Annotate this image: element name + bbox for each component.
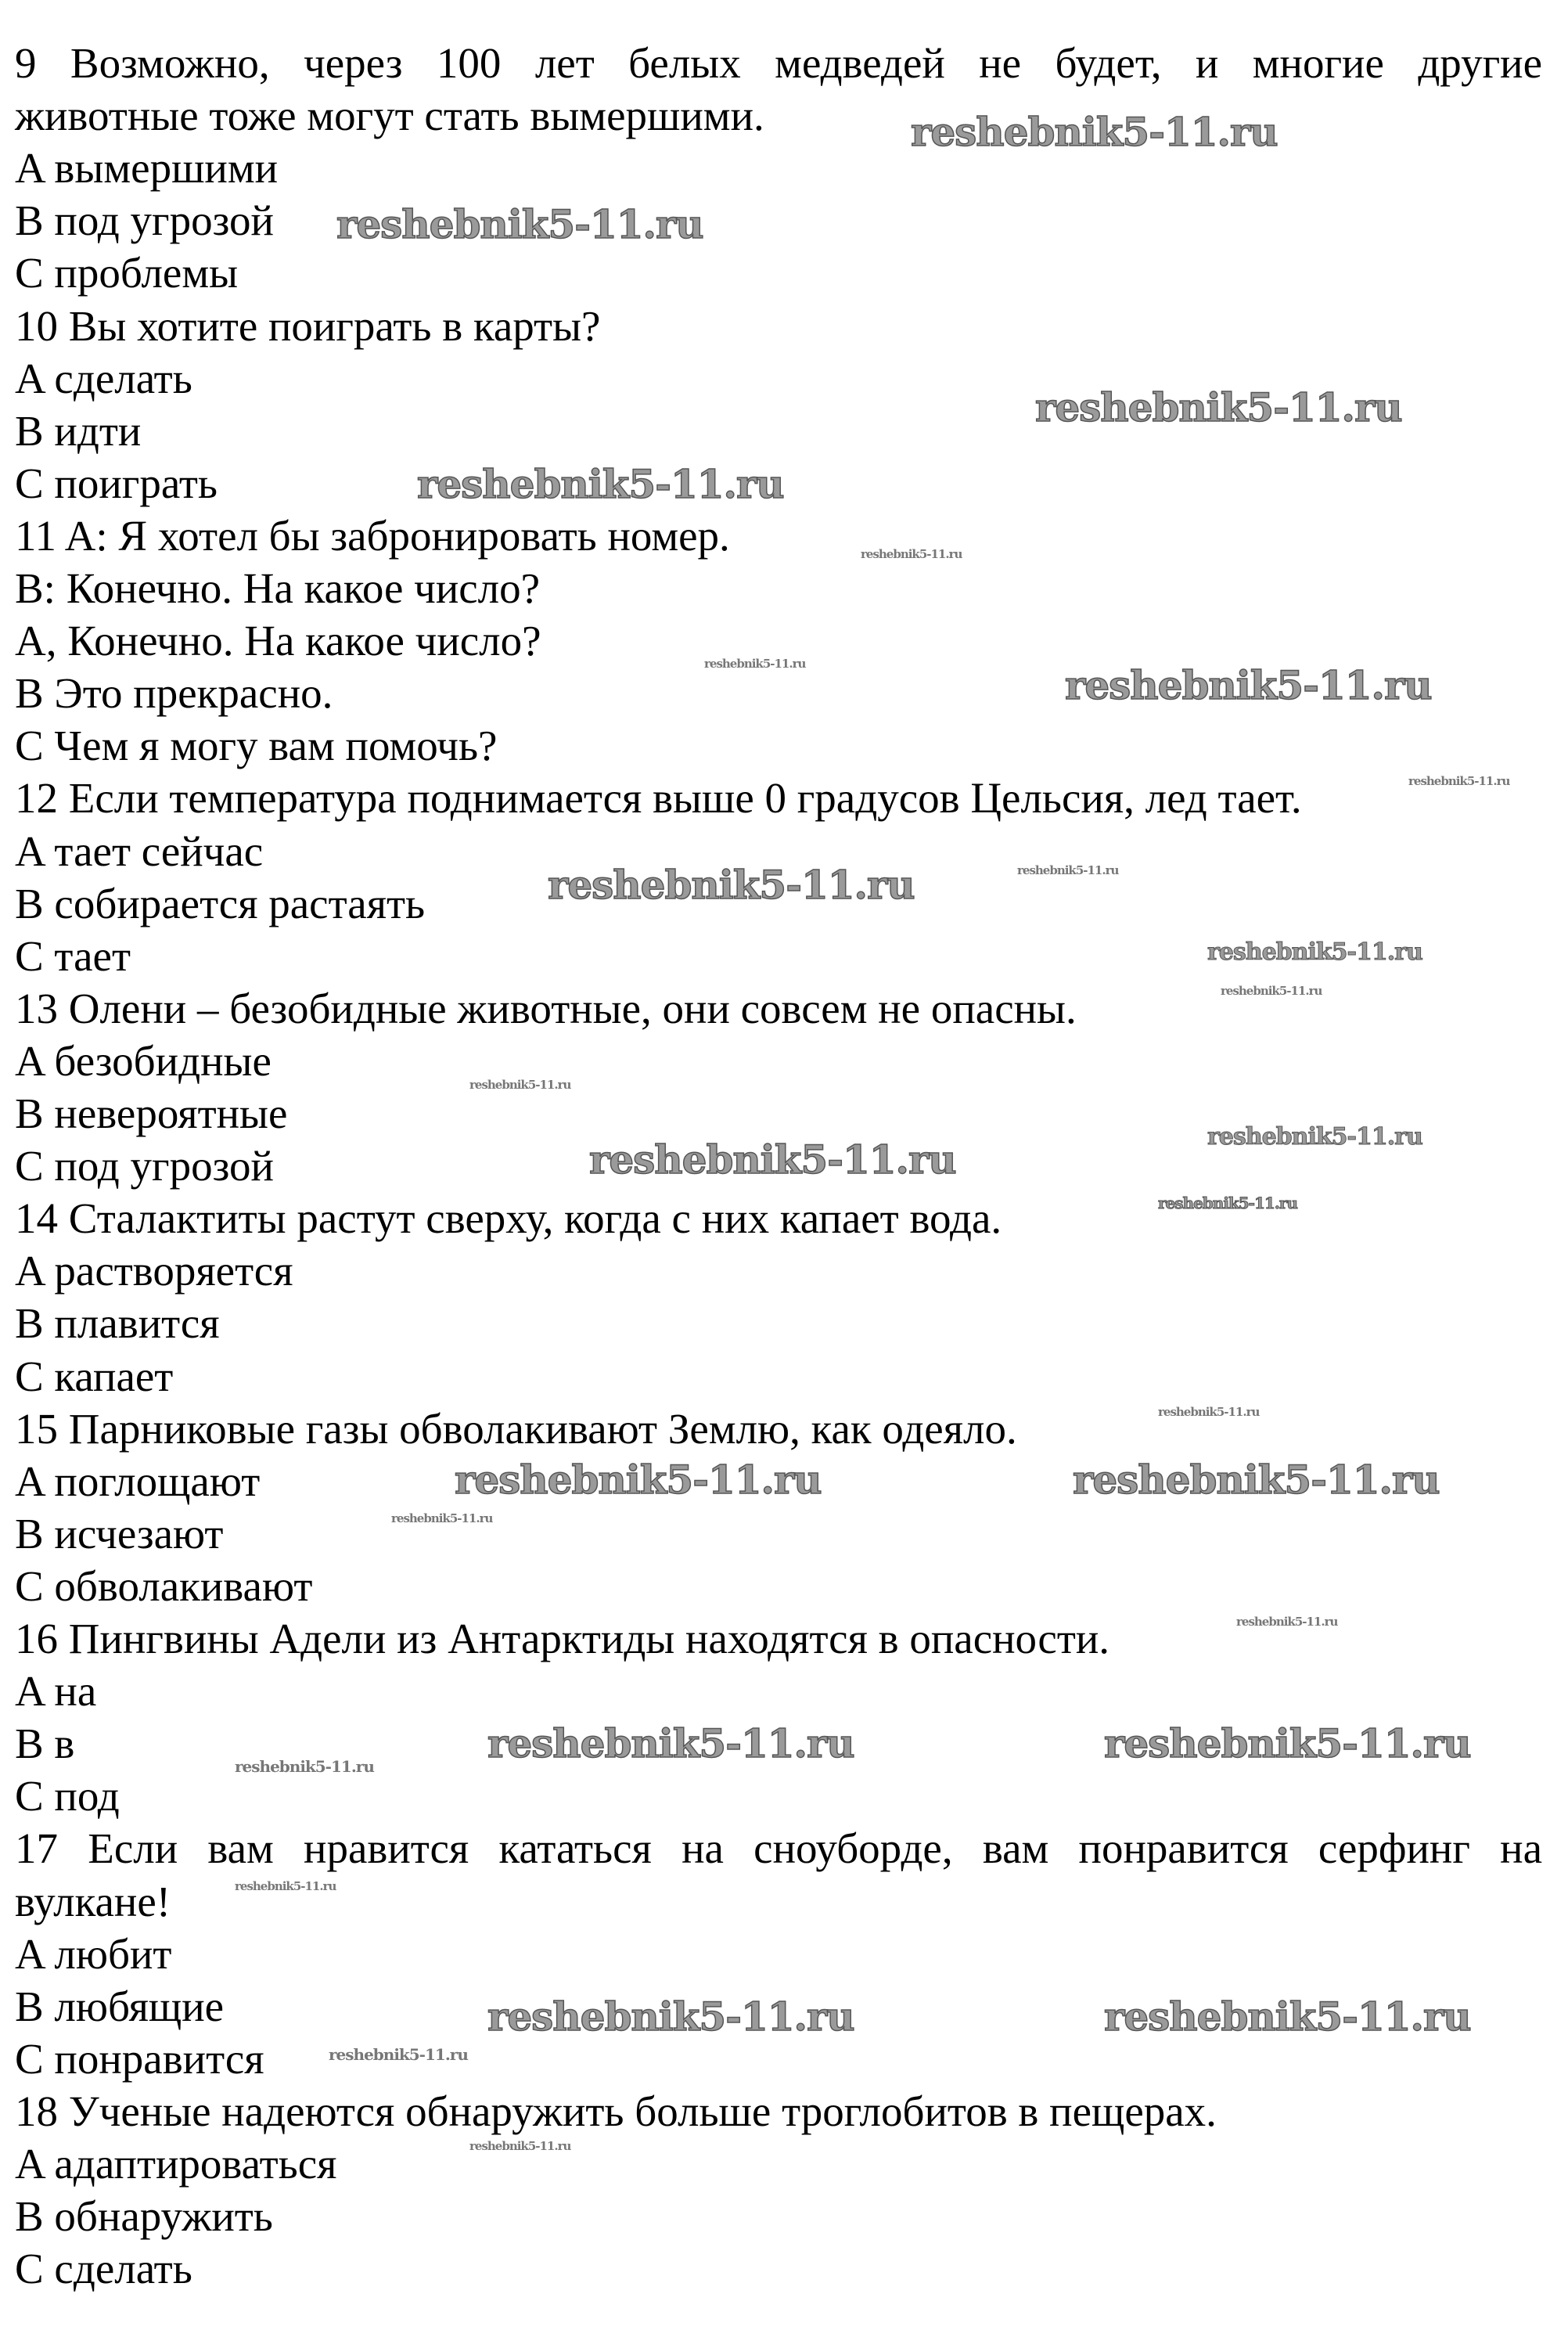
watermark: reshebnik5-11.ru	[235, 1757, 374, 1776]
answer-option: B Это прекрасно.	[15, 669, 333, 718]
answer-option: A растворяется	[15, 1247, 293, 1295]
answer-option: B собирается растаять	[15, 879, 426, 927]
answer-option: C под угрозой	[15, 1142, 274, 1190]
question-text: животные тоже могут стать вымершими.	[15, 92, 764, 140]
question-text: 16 Пингвины Адели из Антарктиды находятся в опасности.	[15, 1615, 1110, 1662]
question-text: 15 Парниковые газы обволакивают Землю, как одеяло.	[15, 1404, 1017, 1453]
watermark: reshebnik5-11.ru	[1236, 1615, 1338, 1629]
question-text: вулкане!	[15, 1877, 171, 1925]
answer-option: A безобидные	[15, 1036, 272, 1085]
answer-option: C поиграть	[15, 459, 218, 507]
question-text: 18 Ученые надеются обнаружить больше троглобитов в пещерах.	[15, 2087, 1217, 2135]
watermark: reshebnik5-11.ru	[1073, 1457, 1440, 1503]
watermark: reshebnik5-11.ru	[1207, 938, 1422, 966]
question-text: 17 Если вам нравится кататься на сноуборде, вам понравится серфинг на	[15, 1824, 1542, 1873]
watermark: reshebnik5-11.ru	[336, 201, 703, 247]
answer-option: B невероятные	[15, 1089, 288, 1137]
answer-option: C обволакивают	[15, 1561, 313, 1610]
watermark: reshebnik5-11.ru	[469, 1078, 571, 1092]
answer-option: C Чем я могу вам помочь?	[15, 722, 498, 770]
answer-option: A адаптироваться	[15, 2140, 337, 2188]
answer-option: B идти	[15, 406, 142, 455]
watermark: reshebnik5-11.ru	[1065, 662, 1432, 708]
watermark: reshebnik5-11.ru	[1221, 984, 1322, 998]
answer-option: B плавится	[15, 1299, 220, 1348]
watermark: reshebnik5-11.ru	[487, 1720, 854, 1766]
answer-option: A поглощают	[15, 1457, 261, 1505]
answer-option: A сделать	[15, 354, 192, 402]
watermark: reshebnik5-11.ru	[1104, 1993, 1471, 2040]
answer-option: A тает сейчас	[15, 826, 264, 875]
question-text: 9 Возможно, через 100 лет белых медведей не будет, и многие другие	[15, 39, 1542, 87]
answer-option: B в	[15, 1720, 75, 1768]
answer-option: A, Конечно. На какое число?	[15, 617, 541, 665]
watermark: reshebnik5-11.ru	[417, 461, 784, 507]
answer-option: B под угрозой	[15, 196, 274, 245]
watermark: reshebnik5-11.ru	[548, 862, 915, 908]
watermark: reshebnik5-11.ru	[469, 2139, 571, 2153]
question-text: 10 Вы хотите поиграть в карты?	[15, 301, 601, 350]
answer-option: B: Конечно. На какое число?	[15, 564, 541, 612]
answer-option: C понравится	[15, 2034, 264, 2083]
answer-option: A любит	[15, 1929, 172, 1978]
watermark: reshebnik5-11.ru	[704, 657, 806, 671]
answer-option: A на	[15, 1667, 97, 1716]
question-text: 11 A: Я хотел бы забронировать номер.	[15, 511, 730, 560]
watermark: reshebnik5-11.ru	[1408, 774, 1510, 788]
question-text: 12 Если температура поднимается выше 0 градусов Цельсия, лед тает.	[15, 774, 1302, 823]
answer-option: C сделать	[15, 2245, 192, 2293]
watermark: reshebnik5-11.ru	[1035, 384, 1402, 430]
answer-option: C капает	[15, 1352, 174, 1400]
watermark: reshebnik5-11.ru	[589, 1136, 956, 1183]
watermark: reshebnik5-11.ru	[1207, 1123, 1422, 1151]
watermark: reshebnik5-11.ru	[1158, 1194, 1297, 1212]
watermark: reshebnik5-11.ru	[911, 109, 1278, 155]
watermark: reshebnik5-11.ru	[487, 1993, 854, 2040]
answer-option: B любящие	[15, 1982, 225, 2030]
question-text: 13 Олени – безобидные животные, они совсем не опасны.	[15, 984, 1077, 1032]
answer-option: B обнаружить	[15, 2192, 273, 2241]
watermark: reshebnik5-11.ru	[1104, 1720, 1471, 1766]
answer-option: B исчезают	[15, 1509, 224, 1558]
watermark: reshebnik5-11.ru	[455, 1457, 822, 1503]
answer-option: C проблемы	[15, 249, 239, 297]
watermark: reshebnik5-11.ru	[329, 2045, 468, 2064]
watermark: reshebnik5-11.ru	[861, 547, 962, 561]
watermark: reshebnik5-11.ru	[1017, 863, 1119, 877]
answer-option: C тает	[15, 931, 131, 980]
watermark: reshebnik5-11.ru	[1158, 1405, 1260, 1419]
answer-option: A вымершими	[15, 144, 279, 193]
question-text: 14 Сталактиты растут сверху, когда с них капает вода.	[15, 1194, 1002, 1243]
watermark: reshebnik5-11.ru	[391, 1511, 493, 1525]
answer-option: C под	[15, 1772, 120, 1820]
watermark: reshebnik5-11.ru	[235, 1879, 336, 1893]
